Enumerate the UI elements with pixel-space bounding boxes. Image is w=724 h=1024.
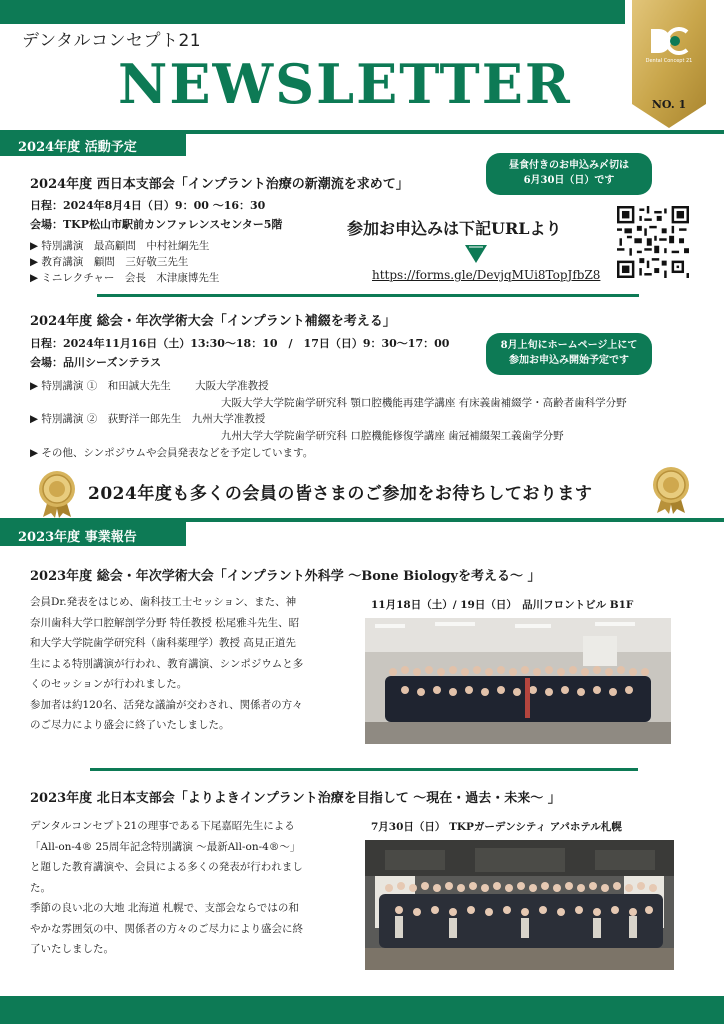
report-north-title: 2023年度 北日本支部会「よりよきインプラント治療を目指して ～現在・過去・未来～ 」 [30, 791, 561, 806]
group-photo-sapporo [365, 840, 674, 970]
brand-name: デンタルコンセプト21 [22, 31, 202, 51]
body-line: と題した教育講演や、会員による多くの発表が行われまし [30, 861, 303, 873]
west-item: ▶ 特別講演 最高顧問 中村社綱先生 [30, 240, 210, 252]
body-line: 生による特別講演が行われ、教育講演、シンポジウムと多 [30, 657, 304, 670]
gold-medal-icon [652, 466, 690, 514]
general-item: ▶ 特別講演 ② 荻野洋一郎先生 九州大学准教授 [30, 413, 266, 425]
body-line: た。 [30, 881, 51, 894]
application-url-link[interactable]: https://forms.gle/DevjqMUi8TopJfbZ8 [372, 268, 601, 282]
down-arrow-icon [465, 245, 487, 263]
body-line: 奈川歯科大学口腔解剖学分野 特任教授 松尾雅斗先生、昭 [30, 616, 300, 629]
general-item: ▶ その他、シンポジウムや会員発表などを予定しています。 [30, 447, 314, 459]
divider [90, 768, 638, 771]
west-event-venue: 会場：TKP松山市駅前カンファレンスセンター5階 [30, 218, 283, 231]
body-line: 了いたしました。 [30, 943, 114, 955]
west-item: ▶ 教育講演 顧問 三好敬三先生 [30, 256, 189, 268]
general-event-date: 日程：2024年11月16日（土）13:30～18：10 / 17日（日）9：30～17：00 [30, 337, 450, 350]
body-line: 和大学大学院歯学研究科（歯科薬理学）教授 高見正道先 [30, 637, 296, 649]
deadline-line: 6月30日（日）です [523, 175, 615, 186]
body-line: 季節の良い北の大地 北海道 札幌で、支部会ならではの和 [30, 902, 299, 914]
body-line: 参加者は約120名、活発な議論が交わされ、関係者の方々 [30, 698, 303, 711]
general-item: 大阪大学大学院歯学研究科 顎口腔機能再建学講座 有床義歯補綴学・高齢者歯科学分野 [221, 397, 627, 409]
west-event-title: 2024年度 西日本支部会「インプラント治療の新潮流を求めて」 [30, 177, 409, 192]
issue-number: NO. 1 [651, 98, 687, 111]
qr-code-icon[interactable] [617, 206, 689, 278]
photo-caption: 7月30日（日） TKPガーデンシティ アパホテル札幌 [371, 821, 622, 833]
group-photo-tokyo [365, 618, 671, 744]
photo-caption: 11月18日（土）/ 19日（日） 品川フロントビル B1F [371, 599, 634, 611]
notice-line: 参加お申込み開始予定です [509, 355, 629, 366]
deadline-pill [486, 153, 652, 195]
section-title-report: 2023年度 事業報告 [0, 522, 186, 546]
notice-pill [486, 333, 652, 375]
gold-medal-icon [38, 470, 76, 518]
general-item: 九州大学大学院歯学研究科 口腔機能修復学講座 歯冠補綴架工義歯学分野 [221, 430, 564, 442]
report-north-body [30, 816, 360, 960]
top-green-band [0, 0, 625, 24]
notice-line: 8月上旬にホームページ上にて [500, 340, 638, 351]
invitation-banner: 2024年度も多くの会員の皆さまのご参加をお待ちしております [88, 484, 593, 504]
body-line: やかな雰囲気の中、関係者の方々のご尽力により盛会に終 [30, 922, 303, 935]
general-event-venue: 会場：品川シーズンテラス [30, 356, 162, 369]
report-general-body [30, 592, 355, 736]
body-line: くのセッションが行われました。 [30, 678, 188, 690]
west-item: ▶ ミニレクチャー 会長 木津康博先生 [30, 272, 220, 284]
divider [97, 294, 639, 297]
body-line: 「All-on-4® 25周年記念特別講演 ～最新All-on-4®～」 [30, 840, 301, 853]
dc21-logo-icon [647, 26, 691, 56]
deadline-line: 昼食付きのお申込み〆切は [509, 160, 629, 171]
general-event-title: 2024年度 総会・年次学術大会「インプラント補綴を考える」 [30, 314, 396, 329]
bottom-green-band [0, 996, 724, 1024]
general-item: ▶ 特別講演 ① 和田誠大先生 大阪大学准教授 [30, 380, 269, 392]
logo-text: Dental Concept 21 [645, 58, 693, 64]
west-event-date: 日程：2024年8月4日（日）9：00 ～16：30 [30, 199, 266, 212]
body-line: のご尽力により盛会に終了いたしました。 [30, 719, 230, 731]
newsletter-title: NEWSLETTER [118, 52, 572, 116]
body-line: 会員Dr.発表をはじめ、歯科技工士セッション、また、神 [30, 596, 297, 608]
report-general-title: 2023年度 総会・年次学術大会「インプラント外科学 ～Bone Biologyを考える～ 」 [30, 569, 541, 584]
section-title-schedule: 2024年度 活動予定 [0, 132, 186, 156]
apply-heading: 参加お申込みは下記URLより [347, 219, 562, 238]
body-line: デンタルコンセプト21の理事である下尾嘉昭先生による [30, 820, 295, 832]
